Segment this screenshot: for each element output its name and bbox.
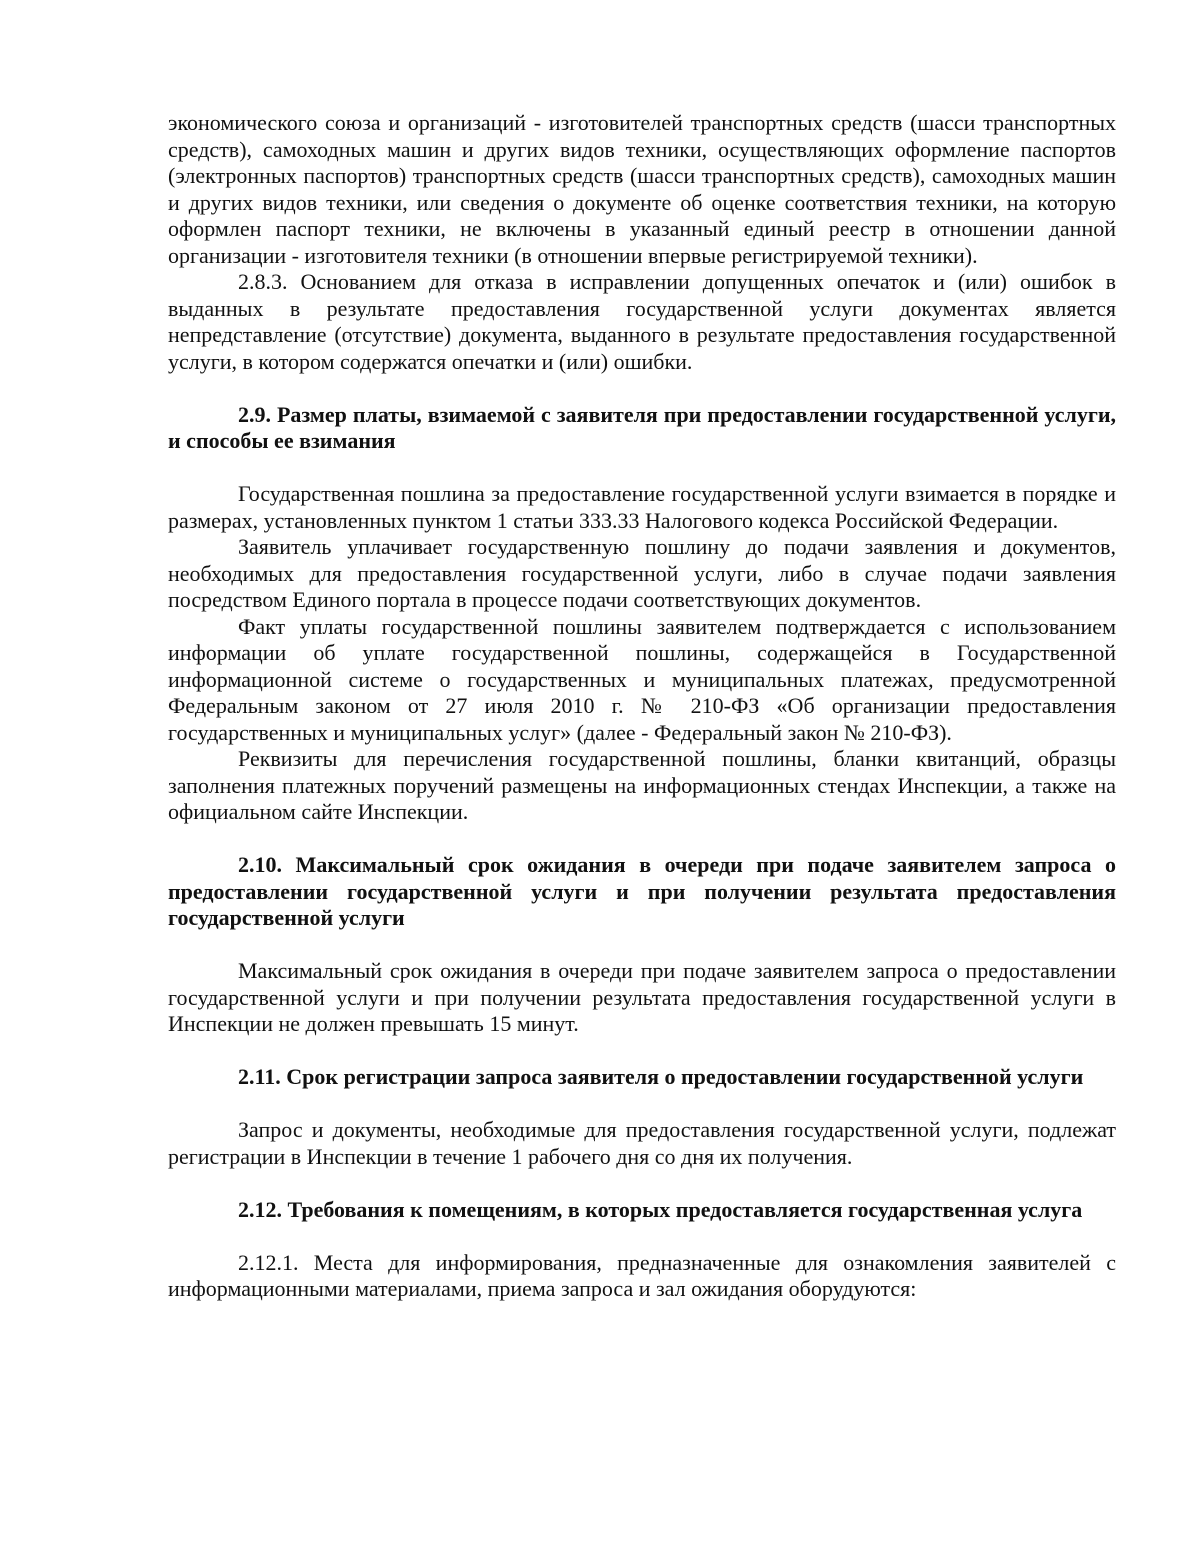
paragraph-fee-amount: Государственная пошлина за предоставление государственной услуги взимается в порядке и размерах, установленных пунктом 1 статьи 333.33 Налогового кодекса Российской Федерации. [168, 481, 1116, 533]
document-page [168, 110, 1116, 1303]
spacer [168, 932, 1116, 959]
spacer [168, 1170, 1116, 1197]
spacer [168, 1091, 1116, 1118]
paragraph-registration-time: Запрос и документы, необходимые для предоставления государственной услуги, подлежат регистрации в Инспекции в течение 1 рабочего дня со дня их получения. [168, 1117, 1116, 1169]
section-heading-2-9: 2.9. Размер платы, взимаемой с заявителя при предоставлении государственной услуги, и способы ее взимания [168, 401, 1116, 453]
section-heading-2-11: 2.11. Срок регистрации запроса заявителя о предоставлении государственной услуги [238, 1064, 1084, 1089]
paragraph-fee-payment: Заявитель уплачивает государственную пошлину до подачи заявления и документов, необходимых для предоставления государственной услуги, либо в случае подачи заявления посредством Единого портала в процессе подачи соответствующих документов. [168, 534, 1116, 612]
paragraph-2-8-3: 2.8.3. Основанием для отказа в исправлении допущенных опечаток и (или) ошибок в выданных в результате предоставления государственной услуги документах является непредставление (отсутствие) документа, выданного в результате предоставления государственной услуги, в котором содержатся опечатки и (или) ошибки. [168, 269, 1116, 374]
spacer [168, 455, 1116, 482]
paragraph-fee-requisites: Реквизиты для перечисления государственной пошлины, бланки квитанций, образцы заполнения платежных поручений размещены на информационных стендах Инспекции, а также на официальном сайте Инспекции. [168, 746, 1116, 824]
paragraph-continuation: экономического союза и организаций - изготовителей транспортных средств (шасси транспортных средств), самоходных машин и других видов техники, осуществляющих оформление паспортов (электронных паспортов) транспортных средств (шасси транспортных средств), самоходных машин и других видов техники, или сведения о документе об оценке соответствия техники, на которую оформлен паспорт техники, не включены в указанный единый реестр в отношении данной организации - изготовителя техники (в отношении впервые регистрируемой техники). [168, 110, 1116, 268]
spacer [168, 1223, 1116, 1250]
paragraph-queue-time: Максимальный срок ожидания в очереди при подаче заявителем запроса о предоставлении государственной услуги и при получении результата предоставления государственной услуги в Инспекции не должен превышать 15 минут. [168, 958, 1116, 1036]
paragraph-2-12-1: 2.12.1. Места для информирования, предназначенные для ознакомления заявителей с информационными материалами, приема запроса и зал ожидания оборудуются: [168, 1249, 1116, 1301]
paragraph-fee-confirmation: Факт уплаты государственной пошлины заявителем подтверждается с использованием информации об уплате государственной пошлины, содержащейся в Государственной информационной системе о государственных и муниципальных платежах, предусмотренной Федеральным законом от 27 июля 2010 г. № 210-ФЗ «Об организации предоставления государственных и муниципальных услуг» (далее - Федеральный закон № 210-ФЗ). [168, 613, 1116, 745]
section-heading-2-10: 2.10. Максимальный срок ожидания в очереди при подаче заявителем запроса о предоставлении государственной услуги и при получении результата предоставления государственной услуги [168, 852, 1116, 930]
section-heading-2-12: 2.12. Требования к помещениям, в которых предоставляется государственная услуга [238, 1196, 1083, 1222]
spacer [168, 826, 1116, 853]
spacer [168, 1038, 1116, 1065]
spacer [168, 375, 1116, 402]
